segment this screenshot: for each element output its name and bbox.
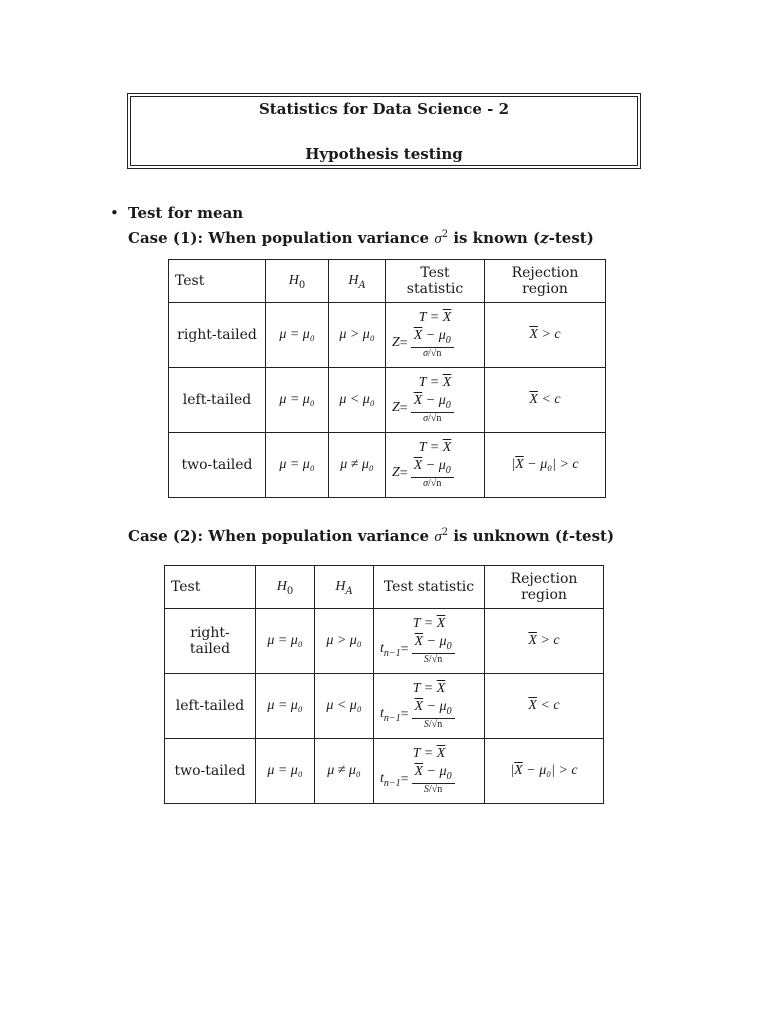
stat-formula <box>392 329 478 359</box>
cell-test: left-tailed <box>165 674 256 739</box>
stat-formula <box>392 394 478 424</box>
stat-denominator-root: √n <box>430 477 442 489</box>
cell-test: left-tailed <box>169 368 266 433</box>
stat-lhs-base: t <box>380 640 384 656</box>
sample-mean-symbol: $\overline{X}$ <box>514 763 523 778</box>
case2-suffix: -test) <box>568 527 615 545</box>
stat-formula <box>380 700 478 730</box>
sample-mean-symbol: $\overline{X}$ <box>442 440 452 456</box>
stat-numerator-sub: 0 <box>445 399 451 411</box>
cell-alternative-hypothesis: μ ≠ μ₀ <box>329 433 386 498</box>
stat-equals: = <box>400 641 409 657</box>
case1-sup: 2 <box>441 229 449 240</box>
cell-null-hypothesis: μ = μ₀ <box>256 609 315 674</box>
cell-null-hypothesis: μ = μ₀ <box>256 739 315 804</box>
stat-denominator-root: √n <box>430 347 442 359</box>
stat-denominator-letter: σ <box>423 412 429 424</box>
stat-t-definition: $T = \overline{X}$ <box>412 681 446 697</box>
stat-formula <box>380 765 478 795</box>
cell-test: two-tailed <box>169 433 266 498</box>
bullet-section <box>110 203 594 250</box>
title-inner-border <box>130 96 638 166</box>
header-h0-base: H <box>276 578 287 594</box>
header-ha-base: H <box>348 272 359 288</box>
stat-t-definition: $T = \overline{X}$ <box>412 616 446 632</box>
cell-test: two-tailed <box>165 739 256 804</box>
cell-null-hypothesis: μ = μ₀ <box>266 303 329 368</box>
stat-denominator <box>423 413 441 424</box>
cell-test-statistic <box>386 303 485 368</box>
stat-denominator-slash: / <box>428 783 432 795</box>
sample-mean-symbol: $\overline{X}$ <box>529 392 538 407</box>
sample-mean-symbol: $\overline{X}$ <box>413 328 423 344</box>
header-h0-sub: 0 <box>298 279 306 291</box>
stat-fraction <box>411 459 454 489</box>
header-test: Test <box>169 260 266 303</box>
cell-rejection-region: $|\overline{X} - \mu_0| > c$ <box>485 739 604 804</box>
stat-denominator-root: √n <box>431 653 443 665</box>
stat-numerator-text: $\overline{X} - \mu$ <box>413 458 446 474</box>
stat-equals: = <box>400 706 409 722</box>
sample-mean-symbol: $\overline{X}$ <box>413 393 423 409</box>
stat-numerator-sub: 0 <box>446 640 452 652</box>
stat-denominator-letter: S <box>423 783 429 795</box>
cell-rejection-region: $|\overline{X} - \mu_0| > c$ <box>485 433 606 498</box>
sample-mean-symbol: $\overline{X}$ <box>442 375 452 391</box>
header-rejection-region: Rejection region <box>485 566 604 609</box>
table-row <box>169 433 606 498</box>
stat-lhs-sub: n−1 <box>383 647 401 659</box>
stat-lhs <box>392 466 400 483</box>
stat-denominator-letter: σ <box>423 347 429 359</box>
cell-rejection-region: $\overline{X} > c$ <box>485 303 606 368</box>
bullet-item <box>110 203 594 224</box>
header-test-statistic: Test statistic <box>374 566 485 609</box>
cell-test-statistic <box>374 609 485 674</box>
cell-null-hypothesis: μ = μ₀ <box>266 368 329 433</box>
header-h0-base: H <box>288 272 299 288</box>
stat-equals: = <box>399 335 408 351</box>
sample-mean-symbol: $\overline{X}$ <box>436 616 446 632</box>
stat-denominator <box>423 348 441 359</box>
sample-mean-symbol: $\overline{X}$ <box>528 698 537 713</box>
header-h0 <box>266 260 329 303</box>
header-ha <box>329 260 386 303</box>
case2-test-letter: t <box>561 527 569 545</box>
stat-denominator <box>424 719 442 730</box>
stat-denominator-slash: / <box>428 718 432 730</box>
stat-numerator <box>412 635 455 654</box>
sample-mean-symbol: $\overline{X}$ <box>442 310 452 326</box>
stat-lhs-base: Z <box>392 399 400 415</box>
header-row <box>169 260 606 303</box>
table-row <box>165 674 604 739</box>
stat-t-definition: $T = \overline{X}$ <box>418 310 452 326</box>
cell-test: right-tailed <box>169 303 266 368</box>
cell-alternative-hypothesis: μ ≠ μ₀ <box>315 739 374 804</box>
cell-test-statistic <box>386 368 485 433</box>
cell-test-statistic <box>374 739 485 804</box>
case1-test-letter: z <box>540 229 549 247</box>
case2-middle: is unknown ( <box>448 527 562 545</box>
title-box <box>127 93 641 169</box>
stat-lhs <box>392 336 400 353</box>
stat-formula <box>392 459 478 489</box>
cell-rejection-region: $\overline{X} > c$ <box>485 609 604 674</box>
stat-lhs-base: Z <box>392 334 400 350</box>
stat-denominator-slash: / <box>428 347 431 359</box>
sample-mean-symbol: $\overline{X}$ <box>515 457 524 472</box>
stat-fraction <box>411 329 454 359</box>
case2-sigma: σ <box>434 529 442 545</box>
sample-mean-symbol: $\overline{X}$ <box>414 764 424 780</box>
bullet-icon: • <box>110 204 119 222</box>
stat-t-definition: $T = \overline{X}$ <box>412 746 446 762</box>
cell-alternative-hypothesis: μ < μ₀ <box>329 368 386 433</box>
stat-numerator-sub: 0 <box>446 770 452 782</box>
stat-numerator-text: $\overline{X} - \mu$ <box>414 634 447 650</box>
stat-fraction <box>411 394 454 424</box>
stat-denominator-root: √n <box>430 412 442 424</box>
header-test: Test <box>165 566 256 609</box>
sample-mean-symbol: $\overline{X}$ <box>414 699 424 715</box>
stat-equals: = <box>399 465 408 481</box>
stat-denominator-slash: / <box>428 412 431 424</box>
header-rejection-region: Rejection region <box>485 260 606 303</box>
header-row <box>165 566 604 609</box>
stat-numerator <box>412 700 455 719</box>
stat-numerator <box>412 765 455 784</box>
table-row <box>165 609 604 674</box>
sample-mean-symbol: $\overline{X}$ <box>414 634 424 650</box>
sample-mean-symbol: $\overline{X}$ <box>436 746 446 762</box>
sample-mean-symbol: $\overline{X}$ <box>413 458 423 474</box>
sample-mean-symbol: $\overline{X}$ <box>528 633 537 648</box>
header-ha-sub: A <box>345 585 353 597</box>
stat-numerator-text: $\overline{X} - \mu$ <box>414 764 447 780</box>
stat-lhs-sub: n−1 <box>383 777 401 789</box>
cell-test-statistic <box>374 674 485 739</box>
stat-numerator-sub: 0 <box>445 464 451 476</box>
stat-numerator <box>411 394 454 413</box>
cell-null-hypothesis: μ = μ₀ <box>266 433 329 498</box>
stat-t-definition: $T = \overline{X}$ <box>418 440 452 456</box>
stat-lhs-sub: n−1 <box>383 712 401 724</box>
case2-sup: 2 <box>441 527 449 538</box>
table-row <box>169 303 606 368</box>
stat-denominator-slash: / <box>428 653 432 665</box>
case2-heading <box>128 527 614 546</box>
stat-numerator-sub: 0 <box>446 705 452 717</box>
sample-mean-symbol: $\overline{X}$ <box>436 681 446 697</box>
t-test-table <box>164 565 604 804</box>
cell-alternative-hypothesis: μ > μ₀ <box>315 609 374 674</box>
header-ha <box>315 566 374 609</box>
stat-denominator <box>423 478 441 489</box>
stat-lhs <box>380 772 401 789</box>
stat-fraction <box>412 765 455 795</box>
stat-numerator <box>411 329 454 348</box>
case2-prefix: Case (2): When population variance <box>128 527 435 545</box>
case1-prefix: Case (1): When population variance <box>128 229 435 247</box>
bullet-heading: Test for mean <box>128 204 244 222</box>
cell-alternative-hypothesis: μ > μ₀ <box>329 303 386 368</box>
case1-suffix: -test) <box>548 229 594 247</box>
header-h0 <box>256 566 315 609</box>
stat-denominator-letter: S <box>423 653 429 665</box>
topic-title: Hypothesis testing <box>305 145 463 163</box>
header-ha-sub: A <box>358 279 366 291</box>
stat-denominator-letter: S <box>423 718 429 730</box>
cell-rejection-region: $\overline{X} < c$ <box>485 368 606 433</box>
cell-alternative-hypothesis: μ < μ₀ <box>315 674 374 739</box>
stat-lhs <box>392 401 400 418</box>
stat-t-definition: $T = \overline{X}$ <box>418 375 452 391</box>
case1-middle: is known ( <box>448 229 541 247</box>
header-test-statistic: Test statistic <box>386 260 485 303</box>
cell-rejection-region: $\overline{X} < c$ <box>485 674 604 739</box>
stat-equals: = <box>399 400 408 416</box>
stat-lhs <box>380 642 401 659</box>
stat-lhs <box>380 707 401 724</box>
cell-null-hypothesis: μ = μ₀ <box>256 674 315 739</box>
stat-fraction <box>412 635 455 665</box>
cell-test-statistic <box>386 433 485 498</box>
stat-denominator <box>424 654 442 665</box>
stat-numerator-text: $\overline{X} - \mu$ <box>413 393 446 409</box>
stat-denominator-root: √n <box>431 718 443 730</box>
stat-lhs-base: t <box>380 770 384 786</box>
case1-sigma: σ <box>434 231 442 247</box>
stat-numerator-sub: 0 <box>445 334 451 346</box>
course-title: Statistics for Data Science - 2 <box>258 100 510 118</box>
stat-denominator-letter: σ <box>423 477 429 489</box>
header-ha-base: H <box>335 578 346 594</box>
stat-lhs-base: t <box>380 705 384 721</box>
stat-formula <box>380 635 478 665</box>
table-row <box>169 368 606 433</box>
stat-numerator-text: $\overline{X} - \mu$ <box>413 328 446 344</box>
sample-mean-symbol: $\overline{X}$ <box>529 327 538 342</box>
stat-denominator-root: √n <box>431 783 443 795</box>
table-row <box>165 739 604 804</box>
stat-numerator <box>411 459 454 478</box>
header-h0-sub: 0 <box>286 585 294 597</box>
stat-denominator-slash: / <box>428 477 431 489</box>
stat-equals: = <box>400 771 409 787</box>
z-test-table <box>168 259 606 498</box>
stat-fraction <box>412 700 455 730</box>
stat-numerator-text: $\overline{X} - \mu$ <box>414 699 447 715</box>
case1-heading <box>110 224 594 250</box>
stat-denominator <box>424 784 442 795</box>
stat-lhs-base: Z <box>392 464 400 480</box>
cell-test: right-tailed <box>165 609 256 674</box>
